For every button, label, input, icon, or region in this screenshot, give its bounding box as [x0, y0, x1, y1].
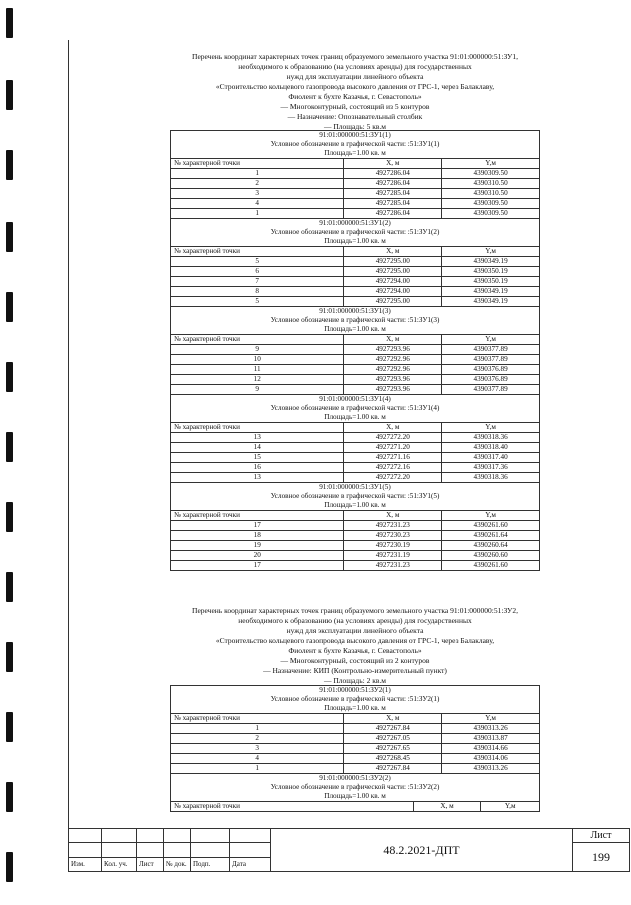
section-header-zu2 [170, 606, 540, 686]
x-coordinate: 4927230.23 [344, 531, 442, 541]
y-coordinate: 4390310.50 [442, 189, 540, 199]
contour-legend: Условное обозначение в графической части: :51:ЗУ1(3) [171, 316, 540, 325]
x-coordinate: 4927293.96 [344, 375, 442, 385]
x-coordinate: 4927295.00 [344, 257, 442, 267]
table-row [171, 541, 540, 551]
point-number: 1 [171, 724, 344, 734]
stamp-label-podp: Подп. [191, 857, 230, 871]
point-number: 14 [171, 443, 344, 453]
column-header: X, м [413, 802, 481, 812]
contour-legend: Условное обозначение в графической части: :51:ЗУ1(5) [171, 492, 540, 501]
header-line: — Площадь: 2 кв.м [323, 676, 386, 685]
table-row [171, 754, 540, 764]
table-row [171, 189, 540, 199]
document-code: 48.2.2021-ДПТ [271, 829, 573, 872]
contour-id: 91:01:000000:51:ЗУ1(5) [171, 483, 540, 493]
y-coordinate: 4390314.06 [442, 754, 540, 764]
table-row [171, 297, 540, 307]
y-coordinate: 4390377.89 [442, 345, 540, 355]
contour-area: Площадь=1.00 кв. м [171, 704, 540, 714]
y-coordinate: 4390318.36 [442, 473, 540, 483]
y-coordinate: 4390309.50 [442, 169, 540, 179]
column-header: № характерной точки [171, 335, 344, 345]
contour-id: 91:01:000000:51:ЗУ2(2) [171, 774, 540, 784]
column-header: № характерной точки [171, 159, 344, 169]
y-coordinate: 4390309.50 [442, 199, 540, 209]
stamp-label-izm: Изм. [69, 857, 102, 871]
point-number: 1 [171, 764, 344, 774]
point-number: 18 [171, 531, 344, 541]
x-coordinate: 4927295.00 [344, 297, 442, 307]
table-row [171, 734, 540, 744]
table-row [171, 531, 540, 541]
table-row [171, 385, 540, 395]
table-row [171, 267, 540, 277]
point-number: 1 [171, 209, 344, 219]
table-row [171, 764, 540, 774]
table-row [171, 287, 540, 297]
stamp-label-list: Лист [137, 857, 164, 871]
point-number: 11 [171, 365, 344, 375]
column-header: № характерной точки [171, 802, 414, 812]
y-coordinate: 4390261.60 [442, 521, 540, 531]
x-coordinate: 4927286.04 [344, 179, 442, 189]
sheet-number: 199 [573, 843, 630, 872]
point-number: 15 [171, 453, 344, 463]
x-coordinate: 4927272.20 [344, 473, 442, 483]
y-coordinate: 4390376.89 [442, 375, 540, 385]
x-coordinate: 4927267.65 [344, 744, 442, 754]
y-coordinate: 4390317.40 [442, 453, 540, 463]
point-number: 9 [171, 345, 344, 355]
column-header: Y,м [442, 714, 540, 724]
x-coordinate: 4927292.96 [344, 355, 442, 365]
contour-legend: Условное обозначение в графической части: :51:ЗУ1(2) [171, 228, 540, 237]
x-coordinate: 4927272.20 [344, 433, 442, 443]
contour-id: 91:01:000000:51:ЗУ1(3) [171, 307, 540, 317]
table-row [171, 355, 540, 365]
column-header: X, м [344, 714, 442, 724]
contour-id: 91:01:000000:51:ЗУ1(1) [171, 131, 540, 141]
table-row [171, 521, 540, 531]
table-row [171, 257, 540, 267]
contour-table [170, 394, 540, 483]
contour-legend: Условное обозначение в графической части: :51:ЗУ2(1) [171, 695, 540, 704]
x-coordinate: 4927294.00 [344, 277, 442, 287]
point-number: 8 [171, 287, 344, 297]
point-number: 17 [171, 521, 344, 531]
x-coordinate: 4927286.04 [344, 209, 442, 219]
x-coordinate: 4927293.96 [344, 345, 442, 355]
column-header: № характерной точки [171, 247, 344, 257]
y-coordinate: 4390317.36 [442, 463, 540, 473]
header-line: Фиолент к бухте Казачья, г. Севастополь» [288, 646, 422, 655]
contour-legend: Условное обозначение в графической части: :51:ЗУ1(1) [171, 140, 540, 149]
point-number: 19 [171, 541, 344, 551]
x-coordinate: 4927295.00 [344, 267, 442, 277]
contour-table [170, 130, 540, 219]
table-row [171, 443, 540, 453]
x-coordinate: 4927285.04 [344, 189, 442, 199]
point-number: 3 [171, 744, 344, 754]
contour-area: Площадь=1.00 кв. м [171, 149, 540, 159]
y-coordinate: 4390376.89 [442, 365, 540, 375]
y-coordinate: 4390318.40 [442, 443, 540, 453]
contour-legend: Условное обозначение в графической части: :51:ЗУ2(2) [171, 783, 540, 792]
x-coordinate: 4927285.04 [344, 199, 442, 209]
x-coordinate: 4927272.16 [344, 463, 442, 473]
x-coordinate: 4927230.19 [344, 541, 442, 551]
column-header: X, м [344, 159, 442, 169]
section-header-zu1 [170, 52, 540, 132]
y-coordinate: 4390314.66 [442, 744, 540, 754]
column-header: Y,м [481, 802, 540, 812]
point-number: 6 [171, 267, 344, 277]
y-coordinate: 4390260.64 [442, 541, 540, 551]
y-coordinate: 4390377.89 [442, 355, 540, 365]
header-line: Перечень координат характерных точек границ образуемого земельного участка 91:01:000000:51:ЗУ2, [192, 606, 518, 615]
y-coordinate: 4390350.19 [442, 267, 540, 277]
column-header: Y,м [442, 247, 540, 257]
x-coordinate: 4927268.45 [344, 754, 442, 764]
contour-table [170, 218, 540, 307]
column-header: № характерной точки [171, 511, 344, 521]
y-coordinate: 4390313.26 [442, 764, 540, 774]
header-line: Перечень координат характерных точек границ образуемого земельного участка 91:01:000000:51:ЗУ1, [192, 52, 518, 61]
contour-area: Площадь=1.00 кв. м [171, 413, 540, 423]
header-line: нужд для эксплуатации линейного объекта [286, 626, 424, 635]
y-coordinate: 4390349.19 [442, 257, 540, 267]
contour-legend: Условное обозначение в графической части: :51:ЗУ1(4) [171, 404, 540, 413]
header-line: — Площадь: 5 кв.м [323, 122, 386, 131]
point-number: 2 [171, 179, 344, 189]
column-header: Y,м [442, 423, 540, 433]
binding-marks [0, 0, 20, 905]
y-coordinate: 4390349.19 [442, 287, 540, 297]
table-row [171, 209, 540, 219]
header-line: необходимого к образованию (на условиях аренды) для государственных [238, 616, 472, 625]
table-row [171, 179, 540, 189]
y-coordinate: 4390309.50 [442, 209, 540, 219]
table-row [171, 453, 540, 463]
header-line: нужд для эксплуатации линейного объекта [286, 72, 424, 81]
y-coordinate: 4390313.87 [442, 734, 540, 744]
x-coordinate: 4927286.04 [344, 169, 442, 179]
x-coordinate: 4927231.23 [344, 561, 442, 571]
header-line: «Строительство кольцевого газопровода высокого давления от ГРС-1, через Балаклаву, [215, 82, 495, 91]
point-number: 9 [171, 385, 344, 395]
table-row [171, 365, 540, 375]
table-row [171, 473, 540, 483]
x-coordinate: 4927267.84 [344, 724, 442, 734]
column-header: Y,м [442, 159, 540, 169]
table-row [171, 744, 540, 754]
column-header: Y,м [442, 335, 540, 345]
point-number: 4 [171, 199, 344, 209]
point-number: 12 [171, 375, 344, 385]
y-coordinate: 4390313.26 [442, 724, 540, 734]
y-coordinate: 4390261.60 [442, 561, 540, 571]
table-row [171, 277, 540, 287]
header-line: необходимого к образованию (на условиях аренды) для государственных [238, 62, 472, 71]
header-line: — Многоконтурный, состоящий из 5 контуров [280, 102, 430, 111]
contour-area: Площадь=1.00 кв. м [171, 325, 540, 335]
x-coordinate: 4927267.05 [344, 734, 442, 744]
point-number: 13 [171, 433, 344, 443]
table-row [171, 169, 540, 179]
table-row [171, 199, 540, 209]
y-coordinate: 4390349.19 [442, 297, 540, 307]
column-header: X, м [344, 247, 442, 257]
contour-area: Площадь=1.00 кв. м [171, 792, 540, 802]
column-header: X, м [344, 511, 442, 521]
stamp-label-data: Дата [230, 857, 271, 871]
column-header: X, м [344, 423, 442, 433]
contour-table [170, 773, 540, 812]
x-coordinate: 4927294.00 [344, 287, 442, 297]
y-coordinate: 4390318.36 [442, 433, 540, 443]
column-header: Y,м [442, 511, 540, 521]
point-number: 5 [171, 297, 344, 307]
point-number: 16 [171, 463, 344, 473]
column-header: № характерной точки [171, 423, 344, 433]
table-row [171, 345, 540, 355]
point-number: 2 [171, 734, 344, 744]
x-coordinate: 4927292.96 [344, 365, 442, 375]
header-line: — Назначение: Опознавательный столбик [287, 112, 423, 121]
x-coordinate: 4927271.20 [344, 443, 442, 453]
x-coordinate: 4927293.96 [344, 385, 442, 395]
contour-table [170, 482, 540, 571]
table-row [171, 375, 540, 385]
contour-table [170, 685, 540, 774]
column-header: № характерной точки [171, 714, 344, 724]
point-number: 7 [171, 277, 344, 287]
y-coordinate: 4390261.64 [442, 531, 540, 541]
header-line: — Назначение: КИП (Контрольно-измерительный пункт) [263, 666, 447, 675]
contour-area: Площадь=1.00 кв. м [171, 237, 540, 247]
point-number: 20 [171, 551, 344, 561]
point-number: 1 [171, 169, 344, 179]
table-row [171, 724, 540, 734]
point-number: 13 [171, 473, 344, 483]
y-coordinate: 4390350.19 [442, 277, 540, 287]
header-line: «Строительство кольцевого газопровода высокого давления от ГРС-1, через Балаклаву, [215, 636, 495, 645]
stamp-label-kolvo: Кол. уч. [102, 857, 137, 871]
contour-table [170, 306, 540, 395]
table-row [171, 551, 540, 561]
title-block [68, 828, 630, 872]
header-line: — Многоконтурный, состоящий из 2 контуров [280, 656, 430, 665]
table-row [171, 433, 540, 443]
stamp-label-ndok: № док. [164, 857, 191, 871]
point-number: 5 [171, 257, 344, 267]
contour-id: 91:01:000000:51:ЗУ1(2) [171, 219, 540, 229]
point-number: 10 [171, 355, 344, 365]
x-coordinate: 4927271.16 [344, 453, 442, 463]
x-coordinate: 4927231.23 [344, 521, 442, 531]
sheet-label: Лист [573, 829, 630, 843]
point-number: 17 [171, 561, 344, 571]
point-number: 3 [171, 189, 344, 199]
x-coordinate: 4927267.84 [344, 764, 442, 774]
point-number: 4 [171, 754, 344, 764]
header-line: Фиолент к бухте Казачья, г. Севастополь» [288, 92, 422, 101]
contour-area: Площадь=1.00 кв. м [171, 501, 540, 511]
contour-id: 91:01:000000:51:ЗУ1(4) [171, 395, 540, 405]
y-coordinate: 4390260.60 [442, 551, 540, 561]
table-row [171, 561, 540, 571]
y-coordinate: 4390310.50 [442, 179, 540, 189]
column-header: X, м [344, 335, 442, 345]
x-coordinate: 4927231.19 [344, 551, 442, 561]
contour-id: 91:01:000000:51:ЗУ2(1) [171, 686, 540, 696]
table-row [171, 463, 540, 473]
y-coordinate: 4390377.89 [442, 385, 540, 395]
